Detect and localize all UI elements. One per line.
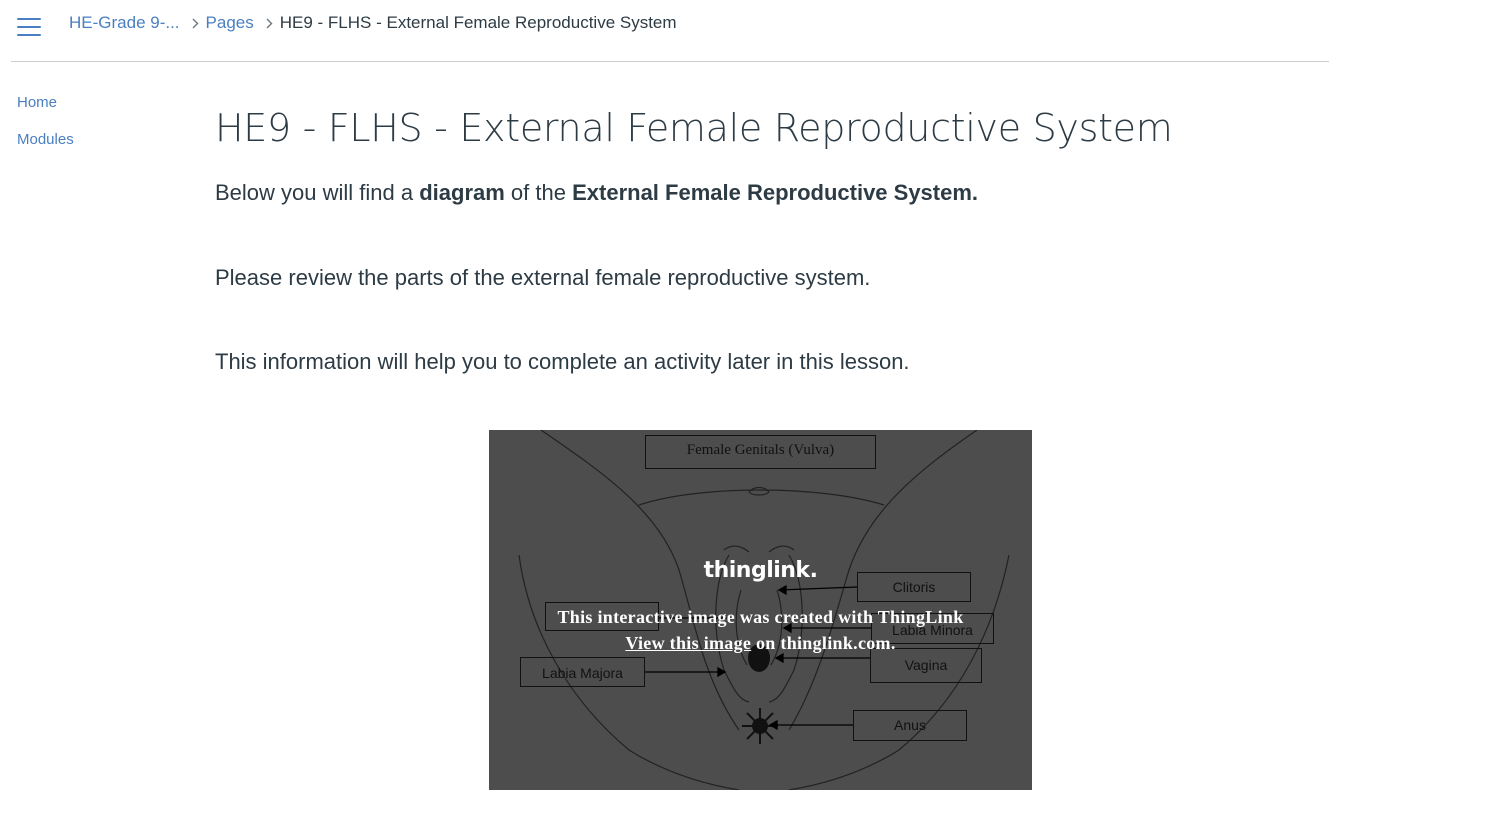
intro-prefix: Below you will find a [215, 180, 420, 205]
breadcrumb-course[interactable]: HE-Grade 9-... [69, 13, 180, 32]
hamburger-menu-icon[interactable] [17, 17, 41, 37]
clitoris-label[interactable]: Clitoris [857, 572, 971, 602]
thinglink-view-suffix: on thinglink.com. [751, 633, 896, 653]
page-content [215, 104, 1315, 374]
thinglink-view-line [489, 633, 1032, 654]
intro-bold-system: External Female Reproductive System. [572, 180, 979, 205]
top-bar [0, 0, 1498, 62]
vagina-label[interactable]: Vagina [870, 648, 982, 683]
view-on-thinglink-link[interactable]: View this image [625, 633, 752, 653]
diagram-title-label: Female Genitals (Vulva) [645, 435, 876, 469]
page-title: HE9 - FLHS - External Female Reproductive System [215, 106, 1173, 150]
labia-minora-label[interactable]: Labia Minora [871, 613, 994, 644]
nav-item-modules[interactable]: Modules [17, 131, 74, 148]
nav-item-home[interactable]: Home [17, 94, 58, 111]
review-paragraph: Please review the parts of the external female reproductive system. [215, 265, 871, 290]
thinglink-logo: thinglink. [703, 558, 818, 583]
thinglink-overlay [489, 430, 1032, 790]
labia-majora-label[interactable]: Labia Majora [520, 657, 645, 687]
activity-paragraph: This information will help you to complete an activity later in this lesson. [215, 349, 910, 374]
anus-label[interactable]: Anus [853, 710, 967, 741]
intro-middle: of the [504, 180, 573, 205]
thinglink-embed[interactable] [489, 430, 1032, 790]
breadcrumb-pages[interactable]: Pages [205, 13, 254, 32]
breadcrumb-current-page: HE9 - FLHS - External Female Reproductive System [279, 13, 677, 32]
breadcrumb [69, 13, 677, 33]
header-divider [11, 61, 1329, 62]
intro-paragraph [215, 180, 978, 206]
thinglink-message: This interactive image was created with ThingLink [557, 607, 964, 627]
intro-bold-diagram: diagram [419, 180, 505, 205]
course-navigation [17, 93, 74, 167]
chevron-right-icon [266, 18, 273, 29]
chevron-right-icon [192, 18, 199, 29]
